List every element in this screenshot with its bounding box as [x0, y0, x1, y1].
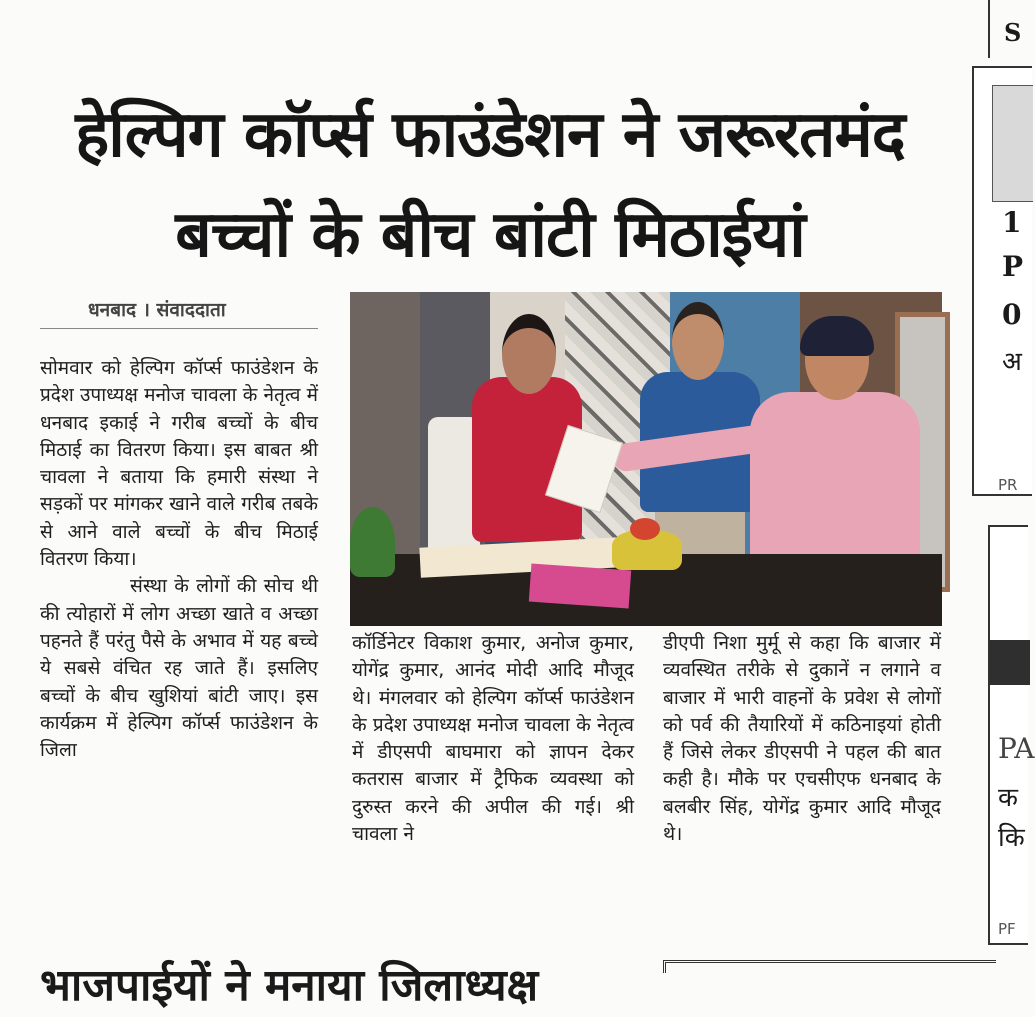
side-fragment: PA — [998, 732, 1035, 765]
side-fragment: P — [1002, 250, 1024, 283]
bouquet — [612, 530, 682, 570]
dateline: धनबाद । संवाददाता — [40, 296, 318, 329]
news-photo — [350, 292, 942, 626]
next-article-headline: भाजपाईयों ने मनाया जिलाध्यक्ष — [40, 960, 539, 1011]
paragraph-1: सोमवार को हेल्पिग कॉर्प्स फाउंडेशन के प्रदेश उपाध्यक्ष मनोज चावला के नेतृत्व में धनबाद इकाई ने गरीब बच्चों के बीच मिठाई का वितरण किया। इस बाबत श्री चावला ने बताया कि हमारी संस्था ने सड़कों पर मांगकर खाने वाले गरीब तबके से आने वाले बच्चों के बीच मिठाई वितरण किया। — [40, 357, 318, 571]
side-box-2-band — [990, 640, 1030, 685]
side-tag: PR — [998, 476, 1018, 494]
headline-line-1: हेल्पिग कॉर्प्स फाउंडेशन ने जरूरतमंद — [75, 98, 905, 172]
side-fragment: S — [1004, 18, 1022, 47]
side-tag: PF — [998, 920, 1016, 938]
side-fragment: क — [998, 783, 1018, 813]
article-column-1 — [40, 355, 318, 764]
article-column-2: कॉर्डिनेटर विकाश कुमार, अनोज कुमार, योगेंद्र कुमार, आनंद मोदी आदि मौजूद थे। मंगलवार को हेल्पिग कॉर्प्स फाउंडेशन के प्रदेश उपाध्यक्ष मनोज चावला के नेतृत्व में डीएसपी बाघमारा को ज्ञापन देकर कतरास बाजार में ट्रैफिक व्यवस्था को दुरुस्त करने की अपील की गई। श्री चावला ने — [352, 632, 634, 846]
article-column-3: डीएपी निशा मुर्मू से कहा कि बाजार में व्यवस्थित तरीके से दुकानें न लगाने व बाजार में भारी वाहनों के प्रवेश से लोगों को पर्व की तैयारियों में कठिनाइयां होती हैं जिसे लेकर डीएसपी ने पहल की बात कही है। मौके पर एचसीएफ धनबाद के बलबीर सिंह, योगेंद्र कुमार आदि मौजूद थे। — [663, 632, 941, 846]
headline-line-2: बच्चों के बीच बांटी मिठाईयां — [175, 198, 805, 272]
divider — [988, 0, 990, 58]
side-fragment: 0 — [1002, 298, 1022, 331]
paragraph-2: संस्था के लोगों की सोच थी की त्योहारों में लोग अच्छा खाते व अच्छा पहनते हैं परंतु पैसे के अभाव में यह बच्चे ये सबसे वंचित रह जाते हैं। इसलिए बच्चों के बीच खुशियां बांटी जाए। इस कार्यक्रम में हेल्पिग कॉर्प्स फाउंडेशन के जिला — [40, 575, 318, 762]
divider — [663, 960, 996, 973]
side-fragment: अ — [1002, 347, 1022, 377]
side-fragment: कि — [998, 823, 1025, 853]
side-box-1-header — [992, 85, 1033, 202]
side-fragment: 1 — [1002, 206, 1022, 239]
